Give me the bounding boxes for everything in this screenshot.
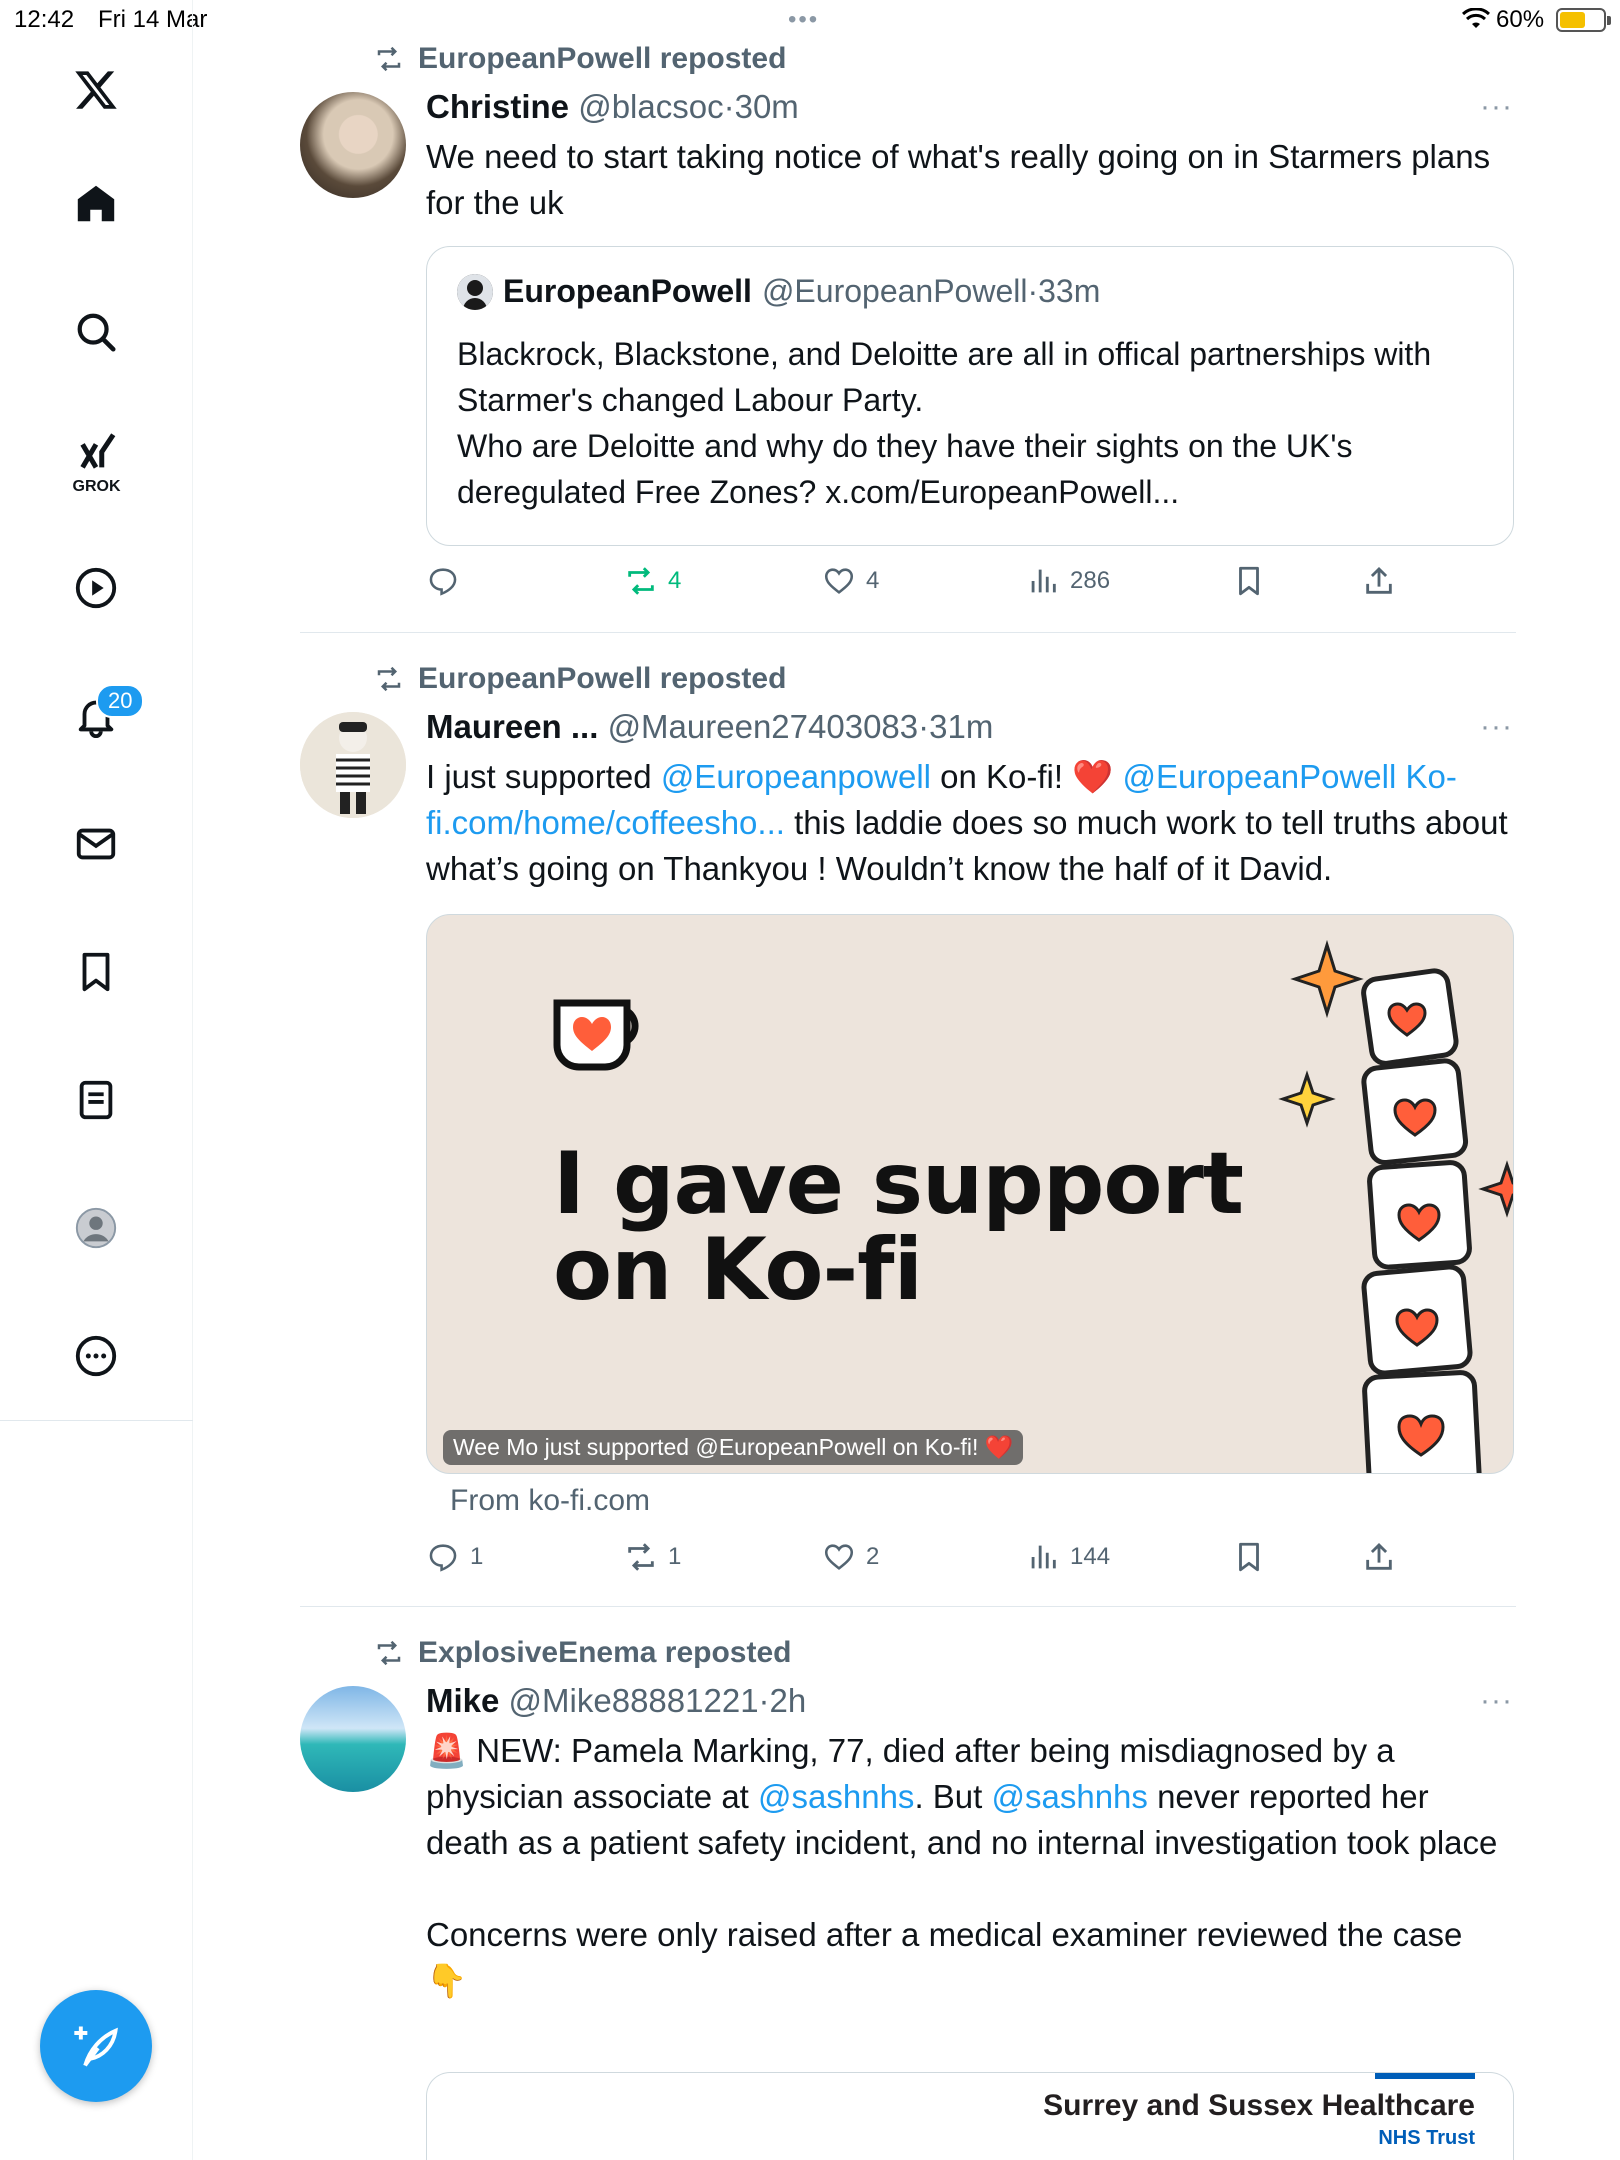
more-options-icon[interactable] — [64, 1324, 128, 1388]
reply-icon — [426, 1540, 460, 1574]
author-name[interactable]: Christine — [426, 88, 570, 125]
quote-text-line: Blackrock, Blackstone, and Deloitte are all in offical partnerships with Starmer's changed Labour Party. — [457, 336, 1432, 418]
text-segment: this laddie does so much work to tell truths about what’s going on Thankyou ! Wouldn’t know the half of it David. — [426, 804, 1508, 887]
author-name[interactable]: Mike — [426, 1682, 500, 1719]
nhs-link-card[interactable] — [426, 2072, 1514, 2160]
more-options-button[interactable]: ··· — [1480, 90, 1513, 123]
author-handle[interactable]: @Maureen27403083 — [607, 708, 919, 745]
reply-icon — [426, 564, 460, 598]
heart-icon — [822, 564, 856, 598]
repost-indicator — [374, 1636, 791, 1670]
post-header — [426, 708, 993, 746]
meta-separator: · — [918, 708, 930, 745]
timeline-feed[interactable] — [300, 0, 1516, 2160]
notifications-badge: 20 — [96, 684, 144, 718]
stacked-mugs-illustration — [1207, 935, 1514, 1474]
avatar[interactable] — [300, 92, 406, 198]
sidebar-divider — [0, 1420, 193, 1421]
repost-label: EuropeanPowell reposted — [418, 662, 787, 695]
repost-count: 1 — [668, 1543, 682, 1570]
text-segment: . But — [914, 1778, 992, 1815]
like-button[interactable] — [822, 564, 879, 598]
share-icon — [1362, 564, 1396, 598]
bookmark-button[interactable] — [1232, 1540, 1266, 1574]
post-text: We need to start taking notice of what's really going on in Starmers plans for the uk — [426, 138, 1491, 221]
text-segment: NEW: Pamela Marking, 77, died after being misdiagnosed by a physician associate at — [426, 1732, 1395, 1815]
more-options-button[interactable]: ··· — [1480, 1684, 1513, 1717]
status-date: Fri 14 Mar — [98, 6, 208, 33]
kofi-link-card[interactable] — [426, 914, 1514, 1474]
reply-count: 1 — [470, 1543, 484, 1570]
avatar[interactable] — [300, 1686, 406, 1792]
post-divider — [300, 1606, 1516, 1607]
views-icon — [1026, 564, 1060, 598]
text-segment: never reported her death as a patient safety incident, and no internal investigation took place — [426, 1778, 1498, 1861]
heart-emoji: ❤️ — [1072, 758, 1114, 795]
compose-post-button[interactable] — [40, 1990, 152, 2102]
meta-separator: · — [723, 88, 735, 125]
home-icon[interactable] — [64, 172, 128, 236]
post-time[interactable]: 30m — [734, 88, 799, 125]
nhs-card-subtitle: NHS Trust — [1378, 2127, 1475, 2149]
post-text — [426, 1728, 1516, 2004]
views-icon — [1026, 1540, 1060, 1574]
sidebar — [0, 0, 193, 2160]
view-count: 144 — [1070, 1543, 1111, 1570]
card-caption: Wee Mo just supported @EuropeanPowell on Ko-fi! ❤️ — [443, 1430, 1023, 1465]
post-header — [426, 1682, 806, 1720]
post-header — [426, 88, 799, 126]
share-icon — [1362, 1540, 1396, 1574]
repost-button[interactable] — [624, 564, 681, 598]
repost-icon — [374, 1638, 404, 1668]
battery-level — [1560, 12, 1585, 28]
siren-emoji: 🚨 — [426, 1732, 468, 1769]
bookmark-icon — [1232, 564, 1266, 598]
post-text — [426, 754, 1516, 892]
quote-author-handle: @EuropeanPowell — [761, 273, 1028, 309]
reply-button[interactable] — [426, 564, 470, 598]
grok-label: GROK — [72, 478, 121, 495]
post-actions — [426, 564, 1426, 604]
mention-link[interactable]: @EuropeanPowell — [1113, 758, 1397, 795]
kofi-card-heading: I gave support on Ko-fi — [553, 1134, 1243, 1320]
text-segment: Concerns were only raised after a medical examiner reviewed the case — [426, 1916, 1463, 1953]
quoted-post[interactable] — [426, 246, 1514, 546]
more-options-button[interactable]: ··· — [1480, 710, 1513, 743]
avatar[interactable] — [300, 712, 406, 818]
repost-icon — [624, 1540, 658, 1574]
share-button[interactable] — [1362, 1540, 1396, 1574]
avatar-mime-image — [300, 712, 406, 818]
battery-percent: 60% — [1496, 6, 1545, 33]
quote-time: 33m — [1038, 273, 1101, 309]
post-time[interactable]: 31m — [929, 708, 994, 745]
like-count: 2 — [866, 1543, 880, 1570]
lists-icon[interactable] — [64, 1068, 128, 1132]
author-handle[interactable]: @blacsoc — [578, 88, 724, 125]
heart-icon — [822, 1540, 856, 1574]
text-segment: on Ko-fi! — [930, 758, 1073, 795]
card-source-link[interactable]: From ko-fi.com — [450, 1484, 651, 1517]
bookmark-icon — [1232, 1540, 1266, 1574]
post-time[interactable]: 2h — [769, 1682, 807, 1719]
meta-separator: · — [1027, 273, 1039, 309]
kofi-cup-icon — [549, 989, 659, 1084]
author-name[interactable]: Maureen ... — [426, 708, 599, 745]
repost-label: EuropeanPowell reposted — [418, 42, 787, 75]
bookmark-button[interactable] — [1232, 564, 1266, 598]
quote-author-name: EuropeanPowell — [503, 273, 752, 309]
nhs-card-title: Surrey and Sussex Healthcare — [1043, 2089, 1475, 2122]
repost-label: ExplosiveEnema reposted — [418, 1636, 792, 1669]
like-button[interactable] — [822, 1540, 879, 1574]
quote-header — [457, 273, 1100, 310]
share-button[interactable] — [1362, 564, 1396, 598]
compose-feather-icon — [70, 2020, 122, 2072]
views-button[interactable] — [1026, 564, 1110, 598]
x-logo-icon[interactable] — [64, 58, 128, 122]
repost-count: 4 — [668, 567, 682, 594]
views-button[interactable] — [1026, 1540, 1110, 1574]
mention-link[interactable]: @Europeanpowell — [660, 758, 931, 795]
repost-icon — [374, 44, 404, 74]
like-count: 4 — [866, 567, 880, 594]
video-icon[interactable] — [64, 556, 128, 620]
multitasking-dots[interactable]: ••• — [788, 6, 820, 33]
repost-icon — [624, 564, 658, 598]
post-actions — [426, 1540, 1426, 1580]
messages-icon[interactable] — [64, 812, 128, 876]
repost-button[interactable] — [624, 1540, 681, 1574]
reply-button[interactable] — [426, 1540, 483, 1574]
author-handle[interactable]: @Mike88881221 — [508, 1682, 759, 1719]
quote-avatar — [457, 274, 493, 310]
mention-link[interactable]: @sashnhs — [991, 1778, 1148, 1815]
repost-indicator — [374, 662, 786, 696]
url-link[interactable]: Ko-fi.com/home/coffeesho... — [426, 758, 1457, 841]
grok-icon[interactable] — [64, 420, 128, 484]
nhs-logo-bar — [1375, 2073, 1475, 2079]
quote-text — [457, 331, 1487, 515]
meta-separator: · — [758, 1682, 770, 1719]
text-segment: I just supported — [426, 758, 661, 795]
pointing-down-emoji: 👇 — [426, 1962, 468, 1999]
post-divider — [300, 632, 1516, 633]
battery-icon — [1556, 8, 1606, 32]
status-time: 12:42 — [14, 6, 75, 33]
quote-text-line: Who are Deloitte and why do they have their sights on the UK's deregulated Free Zones? x.com/EuropeanPowell... — [457, 428, 1353, 510]
repost-indicator — [374, 42, 786, 76]
bookmarks-icon[interactable] — [64, 940, 128, 1004]
view-count: 286 — [1070, 567, 1111, 594]
mention-link[interactable]: @sashnhs — [758, 1778, 915, 1815]
repost-icon — [374, 664, 404, 694]
profile-icon[interactable] — [64, 1196, 128, 1260]
search-icon[interactable] — [64, 300, 128, 364]
